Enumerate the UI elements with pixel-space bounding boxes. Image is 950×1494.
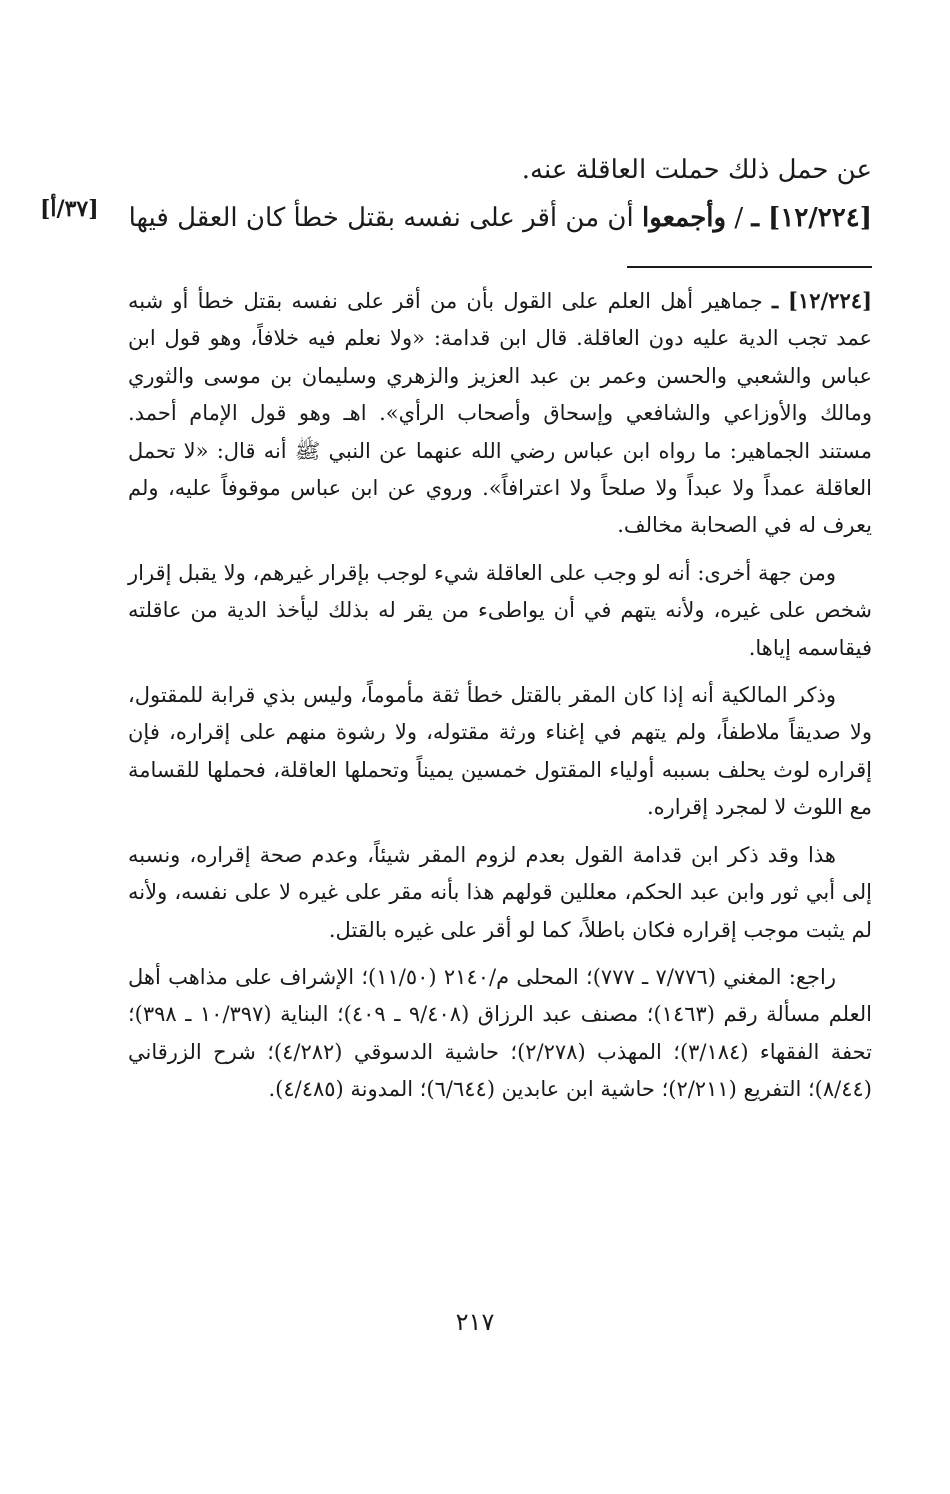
footnote-separator	[627, 266, 872, 268]
footnote-paragraph-1	[128, 282, 872, 545]
item-lead-word: وأجمعوا	[641, 203, 727, 233]
item-text: أن من أقر على نفسه بقتل خطأ كان العقل فيها	[128, 203, 634, 233]
main-text-item	[102, 194, 872, 242]
footnote-number: [١٢/٢٢٤] ـ	[772, 288, 872, 313]
page-number: ٢١٧	[455, 1308, 495, 1336]
footnote-paragraph-4: هذا وقد ذكر ابن قدامة القول بعدم لزوم المقر شيئاً، وعدم صحة إقراره، ونسبه إلى أبي ثور وابن عبد الحكم، معللين قولهم هذا بأنه مقر على غيره لا على نفسه، ولأنه لم يثبت موجب إقراره فكان باطلاً، كما لو أقر على غيره بالقتل.	[128, 842, 872, 942]
footnote-paragraph-1-text: جماهير أهل العلم على القول بأن من أقر على نفسه بقتل خطأ أو شبه عمد تجب الدية عليه دون العاقلة. قال ابن قدامة: «ولا نعلم فيه خلافاً، وهو قول ابن عباس والشعبي والحسن وعمر بن عبد العزيز والزهري وسليمان بن موسى والثوري ومالك والأوزاعي والشافعي وإسحاق وأصحاب الرأي». اهـ وهو قول الإمام أحمد. مستند الجماهير: ما رواه ابن عباس رضي الله عنهما عن النبي ﷺ أنه قال: «لا تحمل العاقلة عمداً ولا عبداً ولا صلحاً ولا اعترافاً». وروي عن ابن عباس موقوفاً عليه، ولم يعرف له في الصحابة مخالف.	[128, 289, 872, 538]
footnotes	[128, 282, 872, 1119]
footnote-references: راجع: المغني (٧/٧٧٦ ـ ٧٧٧)؛ المحلى م/٢١٤٠ (١١/٥٠)؛ الإشراف على مذاهب أهل العلم مسألة رقم (١٤٦٣)؛ مصنف عبد الرزاق (٩/٤٠٨ ـ ٤٠٩)؛ البناية (١٠/٣٩٧ ـ ٣٩٨)؛ تحفة الفقهاء (٣/١٨٤)؛ المهذب (٢/٢٧٨)؛ حاشية الدسوقي (٤/٢٨٢)؛ شرح الزرقاني (٨/٤٤)؛ التفريع (٢/٢١١)؛ حاشية ابن عابدين (٦/٦٤٤)؛ المدونة (٤/٤٨٥).	[128, 964, 872, 1102]
manuscript-folio-ref: [٣٧/أ]	[40, 196, 99, 222]
footnote-paragraph-3: وذكر المالكية أنه إذا كان المقر بالقتل خطأ ثقة مأموماً، وليس بذي قرابة للمقتول، ولا صديقاً ملاطفاً، ولم يتهم في إغناء ورثة مقتوله، ولا رشوة منهم على إقراره، فإن إقراره لوث يحلف بسببه أولياء المقتول خمسين يميناً وتحملها العاقلة، فحملها للقسامة مع اللوث لا لمجرد إقراره.	[128, 683, 872, 820]
main-text-line-1: عن حمل ذلك حملت العاقلة عنه.	[521, 155, 872, 185]
footnote-paragraph-2: ومن جهة أخرى: أنه لو وجب على العاقلة شيء لوجب بإقرار غيرهم، ولا يقبل إقرار شخص على غيره، ولأنه يتهم في أن يواطىء من يقر له بذلك ليأخذ الدية من عاقلته فيقاسمه إياها.	[128, 560, 872, 660]
item-number: [١٢/٢٢٤] ـ	[751, 203, 872, 233]
item-slash: /	[734, 203, 744, 233]
